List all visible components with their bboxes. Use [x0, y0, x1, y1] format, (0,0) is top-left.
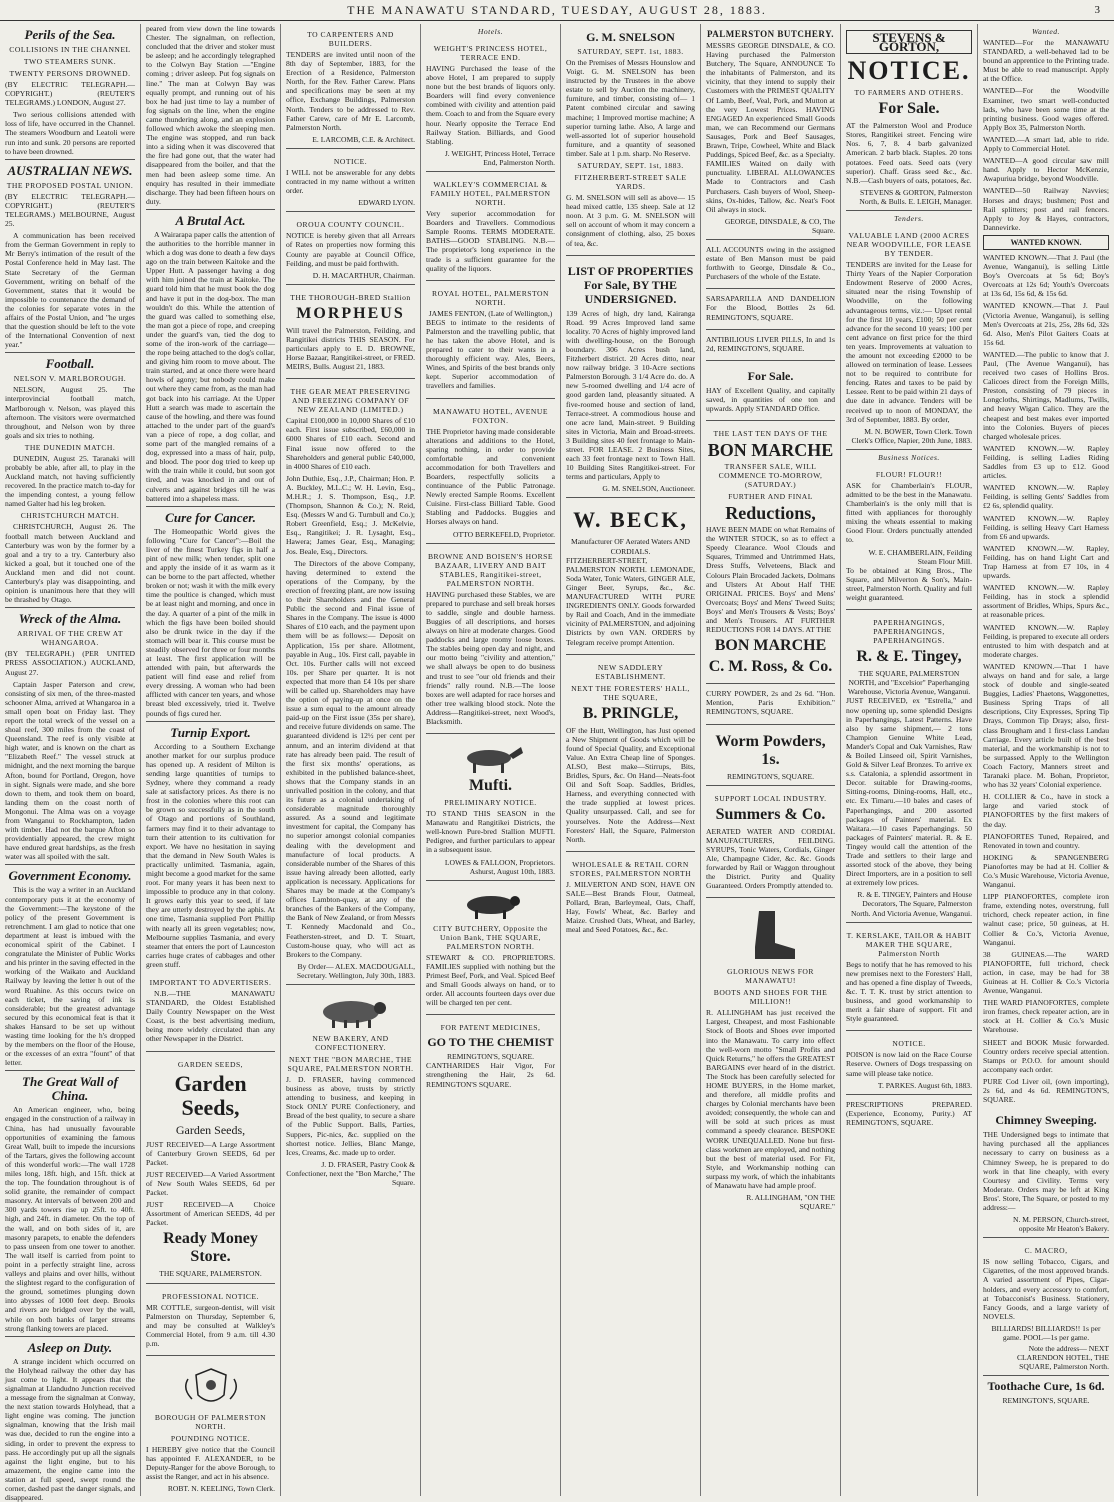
princess-hotel-body: HAVING Purchased the lease of the above Hotel, I am prepared to supply none but the best brands of liquors only. Boarders will find every convenience combined with civility and attention paid them. Coach to and from the Square every hour. Nearly opposite the Terrace End Railway Station. Billiards, and Good Stabling. [426, 64, 555, 146]
lyon-notice-title: NOTICE. [333, 156, 368, 166]
princess-hotel-title: WEIGHT'S PRINCESS HOTEL, TERRACE END. [433, 44, 548, 62]
page-number: 3 [1094, 4, 1100, 16]
manawatu-hotel-title: MANAWATU HOTEL, AVENUE FOXTON. [432, 406, 549, 425]
poison-body: POISON is now laid on the Race Course Reserve. Owners of Dogs trespassing on same will please take notice. [846, 1050, 972, 1078]
wanted-known-item: SHEET and BOOK Music forwarded. Country orders receive special attention. Stamps or P.O.O. for amount should accompany each order. [983, 1037, 1109, 1074]
column-3 [280, 24, 420, 1496]
mufti-ad [426, 736, 555, 881]
summers-body: AERATED WATER AND CORDIAL MANUFACTURERS, FEILDING. SYRUPS, Tonic Waters, Cordials, Ginger Ale, Champagne Cider, &c. &c. Goods forwarded by Rail or Waggon throughout the District. Purity and Quality Guaranteed. Orders Promptly attended to. [706, 826, 835, 891]
coat-of-arms-icon [176, 1365, 246, 1409]
cancer-body: The Homeopathic World gives the following "Cure for Cancer":—Boil the liver of the finest Turkey figs in half a pint of new milk; when tender, split one and apply the inside of it as warm as it can be borne to the part affected, whether broken or not; wash it with the milk every time the poultice is changed, which must be at least night and morning, and once in the day. A quarter of a pint of the milk in which the figs have been boiled should also be drunk twice in the day if the stomach will bear it. This course must be steadily observed for three or four months at least. The first application will be attended with pain, but afterwards the patient will find ease and relief from every dressing. A woman who had been afflicted with cancer ten years, and whose breast bled excessively, tried it. Twelve pounds of figs cured her. [146, 526, 275, 718]
bon-marche-subtitle-2: FURTHER AND FINAL [728, 492, 813, 502]
hay-body: HAY of Excellent Quality, and capitally saved, in quantities of one ton and upwards. Apply STANDARD Office. [706, 385, 835, 413]
boot-illustration-icon [741, 907, 801, 963]
ready-money-store-title: Ready Money Store. [163, 1230, 258, 1266]
alma-credit: (BY TELEGRAPH.) (PER UNITED PRESS ASSOCIATION.) AUCKLAND, August 27. [5, 649, 135, 677]
tenders-label: Tenders. [894, 214, 924, 224]
city-butchery-ad [426, 883, 555, 1016]
poison-notice [846, 1033, 972, 1094]
snelson-body: On the Premises of Messrs Hounslow and Voigt. G. M. SNELSON has been instructed by the Trustees in the above estate to sell by Auction the machinery, furniture, and timber, consisting of— 1 Patent combined circular and sawing machine; 1 Improved mortise machine; A superior turning lathe. Also, A large and well-assorted lot of superior household furniture, and a quantity of seasoned timber. Sale at 1 p.m. sharp. No Reserve. [566, 58, 695, 158]
brutal-act-body: A Wairarapa paper calls the attention of the authorities to the horrible manner in which a dog was done to death a few days ago on the train between Kaitoke and the Upper Hutt. A passenger having a dog with him joined the train at Kaitoke. The guard told him that he must book the dog and have it put in the dog-box. The man wouldn't do this. While the attention of the guard was called to something else, the man got a piece of rope, and creeping under the guard's van, tied the dog to some of the iron-work of the carriage—the rope being attached to the dog's collar, and giving him room to move about. The train started, and at once there were heard howls of agony; but nobody could make out where they came from, as the man had got back into his carriage. At the Upper Hutt a search was made to ascertain the cause of the howling, and there was found attached to the under part of the guard's van a piece of rope, a dog collar, and some part of the mangled remains of a dog, expressed into a mass of hair, pulp, and blood. The poor dog tried to keep up with the train while it could, but soon got tired, and was knocked in and out of culverts and against bridges till he was battered into a shapeless mass. [146, 229, 275, 503]
wanted-known-item: WANTED KNOWN.—W. Rapley Feilding, is selling Heavy Cart Harness from £6 and upwards. [983, 513, 1109, 541]
city-butchery-body: STEWART & CO. PROPRIETORS. FAMILIES supplied with nothing but the Primest Beef, Pork, and Veal. Spiced Beef and Small Goods always on hand, or to order. All accounts fourteen days over due will be charged ten per cent. [426, 952, 555, 1008]
prescriptions-ad [846, 1097, 972, 1134]
column-1 [0, 24, 140, 1502]
walkley-hotel-ad [426, 174, 555, 281]
corn-stores-ad [566, 854, 695, 942]
perils-subhead-3: TWENTY PERSONS DROWNED. [9, 69, 131, 78]
garden-seeds-item-3: JUST RECEIVED—A Choice Assortment of American SEEDS, 4d per Packet. [146, 1200, 275, 1228]
column-7 [840, 24, 977, 1496]
column-2 [140, 24, 280, 1496]
snelson-body-2: G. M. SNELSON will sell as above— 15 head mixed cattle, 135 sheep. Sale at 12 noon. At 3 p.m. G. M. SNELSON will sell on account of whom it may concern a consignment of clothing, also, 25 boxes of tea, &c. [566, 193, 695, 248]
paperhangings-title: PAPERHANGINGS, PAPERHANGINGS, PAPERHANGINGS. [873, 618, 945, 646]
wanted-item: WANTED—For the Woodville Examiner, two smart well-conducted lads, who have been some time at the printing business. Good wages offered. Apply Box 35, Palmerston North. [983, 86, 1109, 132]
wanted-known-item: WANTED KNOWN.—W. Rapley Feilding, is selling Ladies Riding Saddles from £3 up to £12. Good articles. [983, 443, 1109, 481]
wanted-known-item: WANTED.—The public to know that J. Paul, (The Avenue Wanganui), has received two cases of Hollins Bros. Calicoes direct from the Foreign Mills, Preston, consisting of 79 pieces in Longcloths, Shirtings, Madlums, Twills, and heavy Wigan Calico. They are the cheapest and best makes ever imported into the Colonies. Buyers of pieces charged wholesale prices. [983, 349, 1109, 441]
corn-stores-title: WHOLESALE & RETAIL CORN STORES, PALMERSTON NORTH [569, 859, 692, 878]
tingey-body: JUST RECEIVED, ex "Estrella," and now opening up, some splendid Designs in Paperhangings, Latest Patterns. Have also by same shipment,— 2 tons Champion Genuine White Lead, Mander's Copal and Oak Varnishes, Raw & Boiled Linseed oil, Spirit Varnishes, Gold & Silver Leaf Bronzes. To arrive ex s.s. Catalonia, a splendid assortment in Decor. suitable for Drawing-rooms, Sitting-rooms, Dining-rooms, Hall, etc., etc. Ex Timaru.—10 bales and cases of Paperhangings, and 200 assorted packages of Painters' material. Ex Waitara.—10 cases Paperhangings. 50 packages of Painters' material. R. & E. Tingey would call the attention of the Trade and settlers to their large and assorted stock of the above, they being Direct Importers, are in a position to sell at extremely low prices. [846, 696, 972, 888]
macro-title: C. MACRO, [1024, 1246, 1068, 1256]
divider [146, 721, 275, 722]
flour-signature: W. E. CHAMBERLAIN, Feilding Steam Flour Mill. [868, 547, 972, 566]
manawatu-hotel-body: THE Proprietor having made considerable alterations and additions to the Hotel, sparing nothing, in order to provide comfortable and convenient accommodation for both Travellers and Boarders, respectfully solicits a continuance of the Public Patronage. Newly erected Sample Rooms. Excellent Cuisine. First-class Billiard Table. Good Stabling and Paddocks. Buggies and Horses always on hand. [426, 426, 555, 527]
garden-seeds-ad [146, 1054, 275, 1284]
patent-medicines-label: FOR PATENT MEDICINES, [440, 1023, 541, 1033]
australian-news-credit: (BY ELECTRIC TELEGRAPH.—COPYRIGHT.) (REUTER'S TELEGRAMS.) MELBOURNE, August 25. [5, 191, 135, 229]
snelson-subtitle-2: FITZHERBERT-STREET SALE YARDS. [574, 173, 687, 192]
stevens-gorton-title: STEVENS & GORTON, [846, 30, 972, 54]
notice-title: NOTICE. [847, 56, 971, 86]
stevens-gorton-ad [846, 24, 972, 211]
palmerston-butchery-ad [706, 24, 835, 240]
mufti-subtitle: PRELIMINARY NOTICE. [444, 798, 537, 808]
sarsaparilla-body: SARSAPARILLA AND DANDELION For the Blood, Bottles 2s 6d. REMINGTON'S, SQUARE. [706, 294, 835, 322]
stallion-label: THE THOROUGH-BRED Stallion [290, 292, 411, 302]
worm-powders-address: REMINGTON'S, SQUARE. [726, 771, 815, 781]
ross-title: C. M. Ross, & Co. [708, 658, 833, 676]
snelson-auction-ad [566, 24, 695, 256]
palmerston-butchery-signature: GEORGE, DINSDALE, & CO, The Square. [724, 216, 835, 235]
football-subhead-3: CHRISTCHURCH MATCH. [20, 511, 120, 521]
macro-body: IS now selling Tobacco, Cigars, and Cigarettes, of the most approved brands. A varied assortment of Pipes, Cigar-holders, and every accessory to comfort, at Tobacconist's Business. Stationery, Fancy Goods, and a large variety of NOVELS. [983, 1257, 1109, 1321]
divider [5, 1336, 135, 1337]
lyon-notice-signature: EDWARD LYON. [358, 198, 415, 208]
lyon-notice [286, 151, 415, 212]
notice-subtitle: TO FARMERS AND OTHERS. [854, 88, 964, 98]
properties-title: LIST OF PROPERTIES For Sale, BY THE UNDERSIGNED. [567, 263, 694, 306]
mufti-signature: LOWES & FALLOON, Proprietors. Ashurst, August 10th, 1883. [444, 857, 555, 876]
royal-hotel-proprietor: JAMES FENTON, (Late of Wellington,) [428, 308, 553, 318]
woodville-tender-title: VALUABLE LAND (2000 ACRES NEAR WOODVILLE, FOR LEASE BY TENDER. [846, 231, 972, 259]
wanted-known-label: WANTED KNOWN. [983, 235, 1109, 250]
asleep-continued: peared from view down the line towards Chester. The signalman, on reflection, concluded that the driver and stoker must be asleep; and he accordingly telegraphed to the Colwyn Bay Station —"Engine coming ; driver asleep. Put fog signals on line." The man at Colwyn Bay was equally prompt, and running out of his box he had just time to lay a number of fog signals on the line, when the engine came thundering along, and an explosion followed which awoke the sleeping men. The engine was stopped, and run back into a siding when it was discovered that the fire had gone out, that the water had disappeared from the boiler, and that the men had been asleep some time. An enquiry has resulted in their immediate discharge. They had been fifteen hours on duty. [146, 24, 275, 206]
great-wall-headline: The Great Wall of China. [22, 1074, 118, 1104]
bon-marche-body: HAVE BEEN MADE on what Remains of the WINTER STOCK, so as to effect a Speedy Clearance. Wool Clouds and Squares, Trimmed and Untrimmed Hats, Dress Stuffs, Velveteens, Black and Colours Plain Brocaded Jackets, Dolmans and Ulsters At About Half THE ORIGINAL PRICES. Boys' and Mens' Overcoats; Boys' and Mens' Tweed Suits; Boys' and Men's Trousers & Vests; Boys' and Men's Trousers. AT FURTHER REDUCTIONS FOR 14 DAYS. AT THE [706, 525, 835, 635]
turnip-body: According to a Southern Exchange another market for our surplus produce has opened up. A resident of Milton is sending large quantities of turnips to Sydney, where they command a ready sale at satisfactory prices. As there is no frost in the colonies where this root can be grown so successfully as in the south of Otago and portions of Southland, farmers may find it to their advantage to turn their attention to its cultivation for export. We have no hesitation in saying that the demand in New South Wales is practically unlimited. Tasmania, again, might become a good market for the same root. For many years it has been next to impossible to produce any in that colony. It grows early this year to seed, if late they are utterly destroyed by the aphis. At one time, Tasmania supplied Port Phillip with nearly all its green vegetables; now, Melbourne supplies Tasmania, and every steamer that enters the port of Launceston carries huge crates of cabbages and other green stuff. [146, 741, 275, 969]
toothache-ad [983, 1379, 1109, 1405]
wanted-item: WANTED—A good circular saw mill hand. Apply to Hector McKenzie, Awapuriua bridge, beyond Woodville. [983, 156, 1109, 184]
football-body-2: DUNEDIN, August 25. Taranaki will probably be able, after all, to play in the Auckland match, not having sufficiently recovered. In the practice match to-day for the impending contest, a young fellow named Galter had his leg broken. [5, 453, 135, 509]
properties-signature: G. M. SNELSON, Auctioneer. [602, 484, 695, 494]
horse-bazaar-ad [426, 546, 555, 734]
billiards-line: BILLIARDS! BILLIARDS!! 1s per game. POOL—1s per game. [991, 1323, 1101, 1342]
bon-marche-reductions: Reductions, [725, 503, 816, 524]
walkley-hotel-title: WALKLEY'S COMMERCIAL & FAMILY HOTEL, PALMERSTON NORTH. [430, 180, 551, 208]
beck-ad [566, 500, 695, 654]
advertisers-notice [146, 972, 275, 1052]
meat-company-ad [286, 381, 415, 985]
meat-company-capital: Capital £100,000 in 10,000 Shares of £10 each. First issue subscribed, £60,000 in 6000 Shares of £10 each. Second and Final issue now offered to the Shareholders and general public £40,000, in 4000 Shares of £10 each. [286, 416, 415, 471]
builders-body: TENDERS are invited until noon of the 8th day of September, 1883, for the Erection of a Residence, Palmerston North, for the Rev. Father Carew. Plans and specifications may be seen at my office, Exchange Buildings, Palmerston North. Tenders to be addressed to Rev. Father Carew, care of Mr E. Larcomb, Palmerston North. [286, 50, 415, 132]
royal-hotel-title: ROYAL HOTEL, PALMERSTON NORTH. [432, 288, 549, 307]
walkley-hotel-body: Very superior accommodation for Boarders and Travellers. Commodious Sample Rooms. TERMS MODERATE. BATHS—GOOD STABLING. N.B.—The proprietor's long experience in the trade is a sufficient guarantee for the quality of the liquors. [426, 209, 555, 273]
boots-body: R. ALLINGHAM has just received the Largest, Cheapest, and most Fashionable Stock of Boots and Shoes ever imported into the Manawatu. To carry into effect the well-worn motto "Small Profits and Quick Returns," he offers the GREATEST BARGAINS ever heard of in the district. The Stock has been carefully selected for HOME BUYERS, in the Home market, and therefore, all middle profits and charges by Colonial merchants have been avoided; consequently, the whole can and will be sold at such prices as must command a speedy clearance. BESPOKE WORK UNEQUALLED. None but first-class workmen are employed, and nothing but the best of material used. For Fit, Style, and Workmanship nothing can surpass my work, of which the inhabitants of Manawatu have had ample proof. [706, 1008, 835, 1191]
flour-ad [846, 464, 972, 610]
wanted-known-item: WANTED KNOWN.—W. Rapley Feilding, is selling Gents' Saddles from £2 6s, splendid quality. [983, 483, 1109, 511]
bakery-signature: J. D. FRASER, Pastry Cook & Confectioner, next the "Bon Marche," The Square. [286, 1159, 415, 1187]
oroua-signature: D. H. MACARTHUR, Chairman. [312, 270, 415, 280]
perils-subhead: COLLISIONS IN THE CHANNEL [9, 45, 131, 54]
wanted-known-item: THE WARD PIANOFORTES, complete iron frames, check repeater action, are in stock at H. Collier & Co.'s Music Warehouse. [983, 998, 1109, 1035]
stallion-ad [286, 287, 415, 379]
builders-title: TO CARPENTERS AND BUILDERS. [307, 30, 394, 48]
snelson-date-2: SATURDAY, SEPT. 1st, 1883. [577, 161, 684, 171]
divider [5, 1070, 135, 1071]
for-sale-signature: STEVENS & GORTON, Palmerston North, & Bulls. E. LEIGH, Manager. [859, 187, 972, 206]
builders-ad [286, 24, 415, 149]
brutal-act-headline: A Brutal Act. [175, 212, 246, 228]
newspaper-title: THE MANAWATU STANDARD, TUESDAY, AUGUST 28, 1883. [347, 3, 767, 17]
wanted-known-item: H. COLLIER & Co., have in stock a large and varied stock of PIANOFORTES by the first makers of the day. [983, 792, 1109, 829]
curry-powder-ad [706, 686, 835, 724]
bull-illustration-icon [451, 890, 531, 920]
borough-subtitle: POUNDING NOTICE. [170, 1433, 251, 1443]
boots-ad [706, 900, 835, 1215]
chimney-sweeping-title: Chimney Sweeping. [995, 1113, 1097, 1128]
worm-powders-title: Worm Powders, 1s. [715, 732, 826, 768]
liver-pills-body: ANTIBILIOUS LIVER PILLS, In and 1s 2d, REMINGTON'S, SQUARE. [706, 334, 835, 353]
bon-marche-title-2: BON MARCHE [714, 637, 827, 655]
wanted-known-item: WANTED KNOWN.—W. Rapley Feilding, is prepared to execute all orders entrusted to him with despatch and at moderate charges. [983, 622, 1109, 659]
curry-powder-body: CURRY POWDER, 2s and 2s 6d. "Hon. Mention, Paris Exhibition." REMINGTON'S, SQUARE. [706, 689, 835, 717]
divider [5, 352, 135, 353]
wanted-known-item: WANTED KNOWN.—That J. Paul (the Avenue, Wanganui), is selling Little Boy's Overcoats at 5s 6d; Boy's Overcoats at 12s 6d; Youth's Overcoats at 13s 6d, 15s 6d, & 15s 6d. [983, 252, 1109, 299]
tailor-title: T. KERSLAKE, TAILOR & HABIT MAKER THE SQUARE, Palmerston North [846, 930, 972, 958]
worm-powders-ad [706, 727, 835, 786]
divider [5, 159, 135, 160]
borough-notice [146, 1358, 275, 1497]
sarsaparilla-ad [706, 291, 835, 329]
professional-notice [146, 1286, 275, 1356]
column-6 [700, 24, 840, 1496]
divider [5, 864, 135, 865]
meat-company-title: THE GEAR MEAT PRESERVING AND FREEZING COMPANY OF NEW ZEALAND (LIMITED.) [290, 387, 411, 415]
bon-marche-title: BON MARCHE [707, 440, 834, 461]
builders-signature: E. LARCOMB, C.E. & Architect. [312, 134, 415, 144]
borough-signature: ROBT. N. KEELING, Town Clerk. [167, 1484, 275, 1494]
football-subhead: NELSON V. MARLBOROUGH. [13, 374, 127, 384]
toothache-title: Toothache Cure, 1s 6d. [987, 1379, 1105, 1394]
perils-headline: Perils of the Sea. [24, 27, 116, 42]
garden-seeds-item-1: JUST RECEIVED—A Large Assortment of Canterbury Grown SEEDS, 6d per Packet. [146, 1139, 275, 1167]
hay-ad [706, 363, 835, 421]
tailor-body: Begs to notify that he has removed to his new premises next to the Foresters' Hall, and has opened a fine display of Tweeds, &c. T. T. K. trust by strict attention to business, and good workmanship to merit a fair share of support. Fit and Style guaranteed. [846, 959, 972, 1024]
advertisers-notice-title: IMPORTANT TO ADVERTISERS. [149, 978, 272, 987]
snelson-date: SATURDAY, SEPT. 1st, 1883. [577, 47, 684, 56]
stallion-body: Will travel the Palmerston, Feilding, and Rangitikei districts THIS SEASON. For particulars apply to E. D. BROWNE, Horse Bazaar, Rangitikei-street, or FRED. MEIRS, Bulls. August 21, 1883. [286, 325, 415, 372]
horse-illustration-icon [451, 743, 531, 773]
summers-label: SUPPORT LOCAL INDUSTRY. [714, 793, 827, 803]
government-headline: Government Economy. [8, 868, 132, 884]
mufti-body: TO STAND THIS SEASON in the Manawatu and Rangitikei Districts, the well-known Pure-bred Stallion MUFTI. Pedigree, and further particulars to appear in a subsequent issue. [426, 809, 555, 855]
lyon-notice-body: I WILL not be answerable for any debts contracted in my name without a written order. [286, 167, 415, 196]
saddlery-ad [566, 657, 695, 852]
wanted-item: WANTED—For the MANAWATU STANDARD, a well-behaved lad to be bound an apprentice to the Printing trade. Must be able to read manuscript. Apply at the Office. [983, 38, 1109, 84]
horse-bazaar-body: HAVING purchased these Stables, we are prepared to purchase and sell break horses to saddle, single and double harness. Buggies of all descriptions, and horses always on hire at moderate charges. Good paddocks and large roomy loose boxes. The stables being open day and night, and our motto being "civility and attention," we shall always be open to do business and trust to see "our old friends and their friends" rally round. N.B.—The loose boxes are well adapted for race horses and other tree walking blood stock. Note the Address—Rangitikei-street, next Wood's, Blacksmith. [426, 589, 555, 726]
meat-company-directors: John Duthie, Esq., J.P., Chairman; Hon. P. A. Buckley, M.L.C.; W. H. Levin, Esq., M.H.R.; J. S. Thompson, Esq., J.P. (Thompson, Shannon & Co.); N. Reid, Esq. (Messrs W and G. Turnbull and Co.); Robert Greenfield, Esq.; J. McKelvie, Esq., Rangitikei; J. R. Lysaght, Esq., Hawera; James Gear, Esq., Managing; Jos. Beale, Esq., Directors. [286, 473, 415, 556]
woodville-tender-ad [846, 225, 972, 450]
patent-medicines-title: GO TO THE CHEMIST [427, 1035, 554, 1050]
boots-signature: R. ALLINGHAM, "ON THE SQUARE." [746, 1193, 835, 1212]
for-sale-title: For Sale. [878, 100, 940, 118]
accounts-notice [706, 242, 835, 289]
garden-seeds-item-2: JUST RECEIVED—A Varied Assortment of New South Wales SEEDS, 6d per Packet. [146, 1169, 275, 1198]
perils-credit: (BY ELECTRIC TELEGRAPH.—COPYRIGHT.) (REUTER'S TELEGRAMS.) LONDON, August 27. [5, 80, 135, 108]
chimney-sweeping-ad [983, 1107, 1109, 1238]
snelson-title: G. M. SNELSON [586, 30, 675, 44]
palmerston-butchery-body: MESSRS GEORGE DINSDALE, & CO. Having purchased the Palmerston Butchery, The Square, ANNOUNCE To the inhabitants of Palmerston, and its vicinity, that they intend to supply their Customers with the PRIMEST QUALITY Of Lamb, Beef, Veal, Pork, and Mutton at the very Lowest Prices. HAVING ENGAGED An experienced Small Goods man, we can Recommend our Germans Sausages, Pork and Beef Sausages, Brawn, Tripe, Cowheel, White and Black Puddings, Spiced Beef, &c. as a Specialty. FAMILIES Waited on daily with punctuality. LIBERAL ALLOWANCES Made to Contractors and Cash Purchasers. Cash buyers of Wool, Sheep-skins, Ox-hides, Tallow, &c. Neat's Foot Oil always in stock. [706, 41, 835, 214]
wanted-label: Wanted. [1032, 27, 1060, 36]
macro-signature: Note the address— NEXT CLARENDON HOTEL, THE SQUARE, Palmerston North. [1016, 1344, 1109, 1372]
divider [146, 209, 275, 210]
australian-news-subhead: THE PROPOSED POSTAL UNION. [6, 180, 134, 190]
beck-title: W. BECK, [573, 507, 688, 533]
tingey-address: THE SQUARE, PALMERSTON NORTH, and "Excelsior" Paperhanging Warehouse, Victoria Avenue, Wanganui. [847, 669, 971, 697]
flour-body-2: To be obtained at King Bros., The Square, and Milverton & Son's, Main-street, Palmerston North. Quality and full weight guaranteed. [846, 565, 972, 603]
toothache-address: REMINGTON'S, SQUARE. [1002, 1396, 1090, 1406]
borough-body: I HEREBY give notice that the Council has appointed F. ALEXANDER, to be Deputy-Ranger for the above Borough, to assist the Ranger, and act in his absence. [146, 1444, 275, 1482]
woodville-tender-body: TENDERS are invited for the Lease for Thirty Years of the Napier Corporation Endowment Reserve of 2000 Acres, situated near the rising Township of Woodville, on the following advantageous terms, viz.:— Upset rental for the first 10 years, £100; 50 per cent advance for the second 10 years; 100 per cent advance on first price for the third ten years. Improvements at valuation to the amount not exceeding £2000 to be allowed on termination of lease. Lessees not to be required to contribute for fencing. Rates and taxes to be paid by Lessee. Rent to be paid within 21 days of due date in advance. Tenders will be received up to noon of MONDAY, the 3rd of September, 1883. By order, [846, 260, 972, 424]
great-wall-body: An American engineer, who, being engaged in the construction of a railway in China, has had unusually favourable opportunities of examining the famous Great Wall, built to impede the incursions of the Tartars, gives the following account of this wonderful work:—The wall 1728 miles long, 18ft. high, and 15ft. thick at the top. The foundation throughout is of solid granite, the remainder of compact masonry. At intervals of between 200 and 300 yards towers rise up 25ft. to 40ft. high, and 24ft. in diameter. On the top of the wall, and on both sides of it, are masonry parapets, to enable the defenders to pass unseen from one tower to another. The wall itself is carried from point to point in a perfectly straight line, across valleys and plains and over hills, without the slightest regard to the configuration of the ground, sometimes plunging down into abysses of 1000 feet deep. Brooks and rivers are bridged over by the wall, while on both banks of larger streams strong flanking towers are placed. [5, 1105, 135, 1333]
royal-hotel-body: BEGS to intimate to the residents of Palmerston and the travelling public, that he has taken the above Hotel, and is prepared to cater to their wants in a thoroughly efficient way. Ales, Beers, Wines, and Spirits of the best brands only kept. Superior accommodation of travellers and families. [426, 317, 555, 391]
bakery-ad [286, 987, 415, 1191]
properties-body: 139 Acres of high, dry land, Kairanga Road. 99 Acres Improved land same locality. 70 Acres of highly improved land with dwelling-house, on the Borough boundary. 306 Acres bush land, Fitzherbert district. 20 Acres ditto, near now railway bridge. 3 10-Acre sections Palmerston Borough. 3 1/4 Acre do. do. A new 5-roomed dwelling and 1/4 acre of good garden land, pleasantly situated. A five-roomed house and section of land, Terrace-street. A commodious house and one acre land, Main-street. 9 Building sites in Victoria, Main and Broad-streets. 3 Building sites 40 feet frontage to Main-street. FOR LEASE. 2 Business Sites, each 33 feet frontage next to Town Hall. 10 Building Sites Rangitikei-street. For terms and particulars, Apply to [566, 308, 695, 482]
garden-seeds-subtitle: Garden Seeds, [175, 1122, 246, 1137]
princess-hotel-ad [426, 38, 555, 172]
poison-title: NOTICE. [892, 1039, 926, 1049]
wanted-known-item: LIPP PIANOFORTES, complete iron frame, extending notes, overstrung, full trichord, check repeater action, in fine walnut case; price, 50 guineas, at H. Collier & Co.'s, Victoria Avenue, Wanganui. [983, 892, 1109, 947]
accounts-notice-body: ALL ACCOUNTS owing in the assigned estate of Ben Manson must be paid forthwith to George, Dinsdale & Co., Purchasers of the whole of the Estate. [706, 244, 835, 282]
bon-marche-ad [706, 423, 835, 684]
tailor-ad [846, 925, 972, 1032]
flour-title: FLOUR! FLOUR!! [875, 469, 943, 479]
bakery-subtitle: NEXT THE "BON MARCHE, THE SQUARE, PALMERSTON NORTH. [287, 1054, 414, 1073]
palmerston-butchery-title: PALMERSTON BUTCHERY. [706, 29, 835, 39]
wanted-known-item: WANTED KNOWN.—W. Rapley, Feilding, has on hand Light Cart and Trap Harness at from £7 10s, in 4 upwards. [983, 543, 1109, 581]
chimney-sweeping-signature: N. M. PERSON, Church-street, opposite Mr Heaton's Bakery. [1013, 1215, 1109, 1234]
professional-notice-title: PROFESSIONAL NOTICE. [161, 1291, 260, 1301]
saddlery-subtitle: NEXT THE FORESTERS' HALL, THE SQUARE, [571, 683, 690, 702]
oroua-body: NOTICE is hereby given that all Arrears of Rates on properties now forming this County are payable at Council Office, Feilding, and must be paid forthwith. [286, 231, 415, 268]
garden-seeds-title: Garden Seeds, [174, 1070, 247, 1120]
wanted-known-item: HOKING & SPANGENBERG Pianofortes may be had at H. Collier & Co.'s Music Warehouse, Victoria Avenue, Wanganui. [983, 852, 1109, 890]
city-butchery-title: CITY BUTCHERY, Opposite the Union Bank, THE SQUARE, PALMERSTON NORTH. [433, 923, 548, 951]
chimney-sweeping-body: THE Undersigned begs to intimate that having purchased all the appliances necessary to carry on business as a Chimney Sweep, he is prepared to do work in that line cheaply, with every Courtesy and Civility. Terms very Moderate. Orders may be left at King Bros'. Store, The Square, or posted to my address:— [983, 1130, 1109, 1212]
saddlery-body: OF the Hutt, Wellington, has Just opened a New Shipment of Goods which will be found of Special Quality, and Exceptional Value. An Extra Cheap line of Sponges. ALSO, Best make—Stirrups, Bits, Bridles, Spurs, &c. On Hand—Neats-foot Oil and Soft Soap. Saddles, Bridles, Harness, and everything connected with the trade supplied at lowest prices. Quality unsurpassed. Call, and see for yourselves. Note the Address—Next Foresters' Hall, the Square, Palmerston North. [566, 725, 695, 844]
woodville-tender-signature: M. N. BOWER, Town Clerk. Town Clerk's Office, Napier, 20th June, 1883. [851, 426, 972, 445]
wanted-known-item: WANTED KNOWN.—That I have always on hand and for sale, a large stock of double and single-seated Buggies, Ladies' Phaetons, Waggonettes, Business Spring Traps of all descriptions, City Expresses, Spring Tip Drays, Common Tip Drays; also, first-class Brougham and 1 first-class Landau Carriage. Every article built of the best material, and the workmanship is not to be surpassed. Apply to the Wellington Coach Factory, Manners street and Taranaki place. M. Bohan, Proprietor, who has 32 years' Colonial experience. [983, 661, 1109, 790]
sheep-illustration-icon [306, 994, 396, 1030]
poison-signature: T. PARKES. August 6th, 1883. [877, 1080, 972, 1090]
hay-title: For Sale. [747, 368, 794, 383]
tingey-signature: R. & E. TINGEY, Painters and House Decorators, The Square, Palmerston North. And Victoria Avenue, Wanganui. [850, 890, 972, 918]
divider [5, 607, 135, 608]
football-body-3: CHRISTCHURCH, August 26. The football match between Auckland and Canterbury was won by the former by a goal and a try to a try. Canterbury also kicked a goal, but it touched one of the Auckland men and did not count. Canterbury's play was disappointing, and opinion is unanimous here that they will be thrashed by Otago. [5, 522, 135, 605]
patent-medicines-body: CANTHARIDES Hair Vigor, For strengthening the Hair, 2s 6d. REMINGTON'S SQUARE. [426, 1061, 555, 1089]
perils-body: Two serious collisions attended with loss of life, have occurred in the Channel. The steamers Woodburn and Leatoli were run into and sunk. 20 persons are reported to have been drowned. [5, 110, 135, 156]
turnip-headline: Turnip Export. [170, 724, 251, 740]
business-notices-label: Business Notices. [878, 452, 940, 462]
bakery-body: J. D. FRASER, having commenced business as above, trusts by strictly attending to business, and keeping in Stock ONLY PURE Confectionery, and Bread of the best quality, to secure a share of the Public Support. Balls, Parties, Suppers, Pic-nics, &c. supplied on the shortest notice. Jellies, Blanc Mange, Ices, Creams, &c. made up to order. [286, 1074, 415, 1157]
cancer-headline: Cure for Cancer. [165, 509, 256, 525]
wanted-known-item: PIANOFORTES Tuned, Repaired, and Renovated in town and country. [983, 831, 1109, 850]
boots-title: GLORIOUS NEWS FOR MANAWATU! [727, 967, 814, 986]
ready-money-store-address: THE SQUARE, PALMERSTON. [159, 1269, 262, 1279]
wanted-item: WANTED—50 Railway Navvies; Horses and drays; bushmen; Post and Rail splitters; post and rail fencers. Apply to Joy & Hayes, contractors, Dannevirke. [983, 186, 1109, 232]
hotels-label: Hotels. [477, 27, 504, 36]
royal-hotel-ad [426, 283, 555, 399]
saddlery-title: NEW SADDLERY ESTABLISHMENT. [595, 662, 666, 681]
properties-ad [566, 258, 695, 499]
australian-news-headline: AUSTRALIAN NEWS. [7, 162, 133, 178]
bakery-title: NEW BAKERY, AND CONFECTIONERY. [312, 1033, 389, 1052]
divider [146, 506, 275, 507]
manawatu-hotel-ad [426, 401, 555, 544]
patent-medicines-ad [426, 1017, 555, 1095]
wanted-known-item: 38 GUINEAS.—The WARD PIANOFORTE, full trichord, check action, in case, may be had for 38 Guineas at H. Collier & Co.'s Victoria Avenue, Wanganui. [983, 949, 1109, 996]
alma-body: Captain Jasper Paterson and crew, consisting of six men, of the three-masted schooner Alma, arrived at Whangaroa in a small open boat on Friday last. They report the total wreck of the vessel on a shoal reef, 300 miles from the coast of Queensland. The reef is only visible at high water, and is known on the chart as "Elizabeth Reef." The vessel struck at midnight, and the next morning the barque Afton, bound for Portland, Oregon, hove in sight. Signals were made, and she bore down to them, and took them on board, landing them on the coast north of Mongonui. The Alma was on a voyage from Wanganui to Rockhampton, laden with timber. Had not the barque Afton so providentially appeared, the crew might have endured great hardships, as the fresh water was all spoiled with the salt. [5, 679, 135, 862]
alma-headline: Wreck of the Alma. [18, 611, 122, 627]
oroua-title: OROUA COUNTY COUNCIL. [296, 220, 405, 230]
meat-company-signature: By Order— ALEX. MACDOUGALL, Secretary. Wellington, July 30th, 1883. [296, 961, 415, 980]
liver-pills-ad [706, 332, 835, 361]
flour-body: ASK for Chamberlain's FLOUR, admitted to be the best in the Manawatu. Chamberlain's is the only mill that is fitted with appliances for thoroughly mixing the wheats essential to making Good Flour. Orders punctually attended to. [846, 480, 972, 545]
summers-title: Summers & Co. [715, 805, 826, 823]
perils-subhead-2: TWO STEAMERS SUNK. [23, 57, 117, 66]
beck-subtitle: Manufacturer OF Aerated Waters AND CORDIALS. [570, 537, 691, 556]
patent-medicines-address: REMINGTON'S, SQUARE. [446, 1052, 535, 1062]
horse-bazaar-title: BROWNE AND BOISEN'S HORSE BAZAAR, LIVERY AND BAIT STABLES, Rangitikei-street, PALMERSTON NORTH. [427, 551, 554, 588]
alma-subhead: ARRIVAL OF THE CREW AT WHANGAROA. [16, 629, 124, 648]
column-5 [560, 24, 700, 1496]
wanted-known-item: PURE Cod Liver oil, (own importing), 2s 6d, and 4s 6d. REMINGTON'S, SQUARE. [983, 1076, 1109, 1105]
column-8 [977, 24, 1114, 1496]
wanted-known-item: WANTED KNOWN.—W. Rapley Feilding, has in stock a splendid assortment of Bridles, Whips, Spurs &c., at reasonable prices. [983, 583, 1109, 620]
tingey-title: R. & E. Tingey, [856, 648, 962, 666]
tingey-ad [846, 612, 972, 923]
wanted-item: WANTED.—A smart lad, able to ride. Apply to Commercial Hotel. [983, 134, 1109, 154]
football-body: NELSON, August 25. The interprovincial football match, Marlborough v. Nelson, was played this afternoon. The visitors were overmatched throughout, and Nelson won by three goals and six tries to nothing. [5, 385, 135, 440]
for-sale-body: AT the Palmerston Wool and Produce Stores, Rangitikei street. Fencing wire Nos. 6, 7, 8. 4 barb galvanized American. 2 barb black. Staples. 20 tons potatoes. Feed oats. Seed oats (very superior). Chaff. Grass seed &c., &c. N.B.—Cash buyers of oats, potatoes, &c. [846, 121, 972, 185]
macro-ad [983, 1240, 1109, 1376]
prescriptions-body: PRESCRIPTIONS PREPARED. (Experience, Economy, Purity.) AT REMINGTON'S, SQUARE. [846, 1099, 972, 1127]
beck-body: FITZHERBERT-STREET, PALMERSTON NORTH. LEMONADE, Soda Water, Tonic Waters, GINGER ALE, Ginger Beer, Syrups, &c., &c. MANUFACTURED WITH PURE INGREDIENTS ONLY. Goods forwarded by Rail and Coach, And in the immediate vicinity of PALMERSTON, and adjoining Districts by own VAN. ORDERS by Telegram receive prompt Attention. [566, 555, 695, 647]
princess-hotel-signature: J. WEIGHT, Princess Hotel, Terrace End, Palmerston North. [444, 148, 555, 167]
stallion-name: MORPHEUS [296, 304, 405, 322]
masthead [0, 0, 1114, 21]
football-subhead-2: THE DUNEDIN MATCH. [24, 442, 116, 452]
bon-marche-subtitle: TRANSFER SALE, WILL COMMENCE TO-MORROW, (SATURDAY.) [718, 462, 823, 490]
australian-news-body: A communication has been received from the German Government in reply to Mr Berry's intimation of the result of the Postal Conference held in May last. The State Secretary of the German Government, writing on behalf of the Government, states that it would be impossible to countenance the demand of the colonies for separate votes in the affairs of the Postal Union, and "he urges that the question should be left to the vote of the International Convention of next year." [5, 231, 135, 350]
boots-subtitle: BOOTS AND SHOES FOR THE MILLION!! [713, 988, 828, 1007]
summers-ad [706, 788, 835, 899]
oroua-notice [286, 214, 415, 284]
meat-company-body: The Directors of the above Company, having determined to extend the operations of the Company, by the erection of freezing plant, are now issuing to their Shareholders and the General Public the second and Final issue of Shares in the Company. The issue is 4000 Shares of £10 each, and the payment upon them will be as follows:— Deposit on Application, 15s per share. Allotment, payable in Aug., 10s. First call, payable in Oct. 10s. Further calls will not exceed 10s. per Share per quarter. It is not expected that more than £4 10s per share will be called up. Shareholders may have the option of paying-up at once on the issue a sum equal to the amount already paid-up on the First issue (35s per share), and receive future dividends on same. The guaranteed dividend is 12½ per cent per annum, and an interim dividend at that rate has already been paid. The result of the first six months' operations, as exhibited in the published balance-sheet, shows that the Company stands in an unrivalled position in the colony, and that its future as a colonial undertaking of considerable magnitude thoroughly assured. As a sound and legitimate investment for capital, the Company has no superior amongst colonial companies dealing with the development and manufacture of local products. A considerable number of the Shares of this issue having already been allotted, early application is necessary. Applications for Shares may be made at the Company's offices Lambton-quay, at any of the branches of the Bankers of the Company, the Bank of New Zealand, or from Messrs T. Kennedy Macdonald and Co., Feathersten-street, and D. T. Stuart, Custom-house quay, who will act as Brokers to the Company. [286, 558, 415, 959]
asleep-headline: Asleep on Duty. [27, 1339, 113, 1355]
mufti-title: Mufti. [468, 777, 513, 795]
garden-seeds-label: GARDEN SEEDS, [177, 1059, 244, 1069]
manawatu-hotel-signature: OTTO BERKEFELD, Proprietor. [453, 529, 555, 539]
saddlery-proprietor: B. PRINGLE, [582, 704, 679, 722]
bon-marche-label: THE LAST TEN DAYS OF THE [713, 429, 828, 439]
wanted-known-item: WANTED KNOWN.—That J. Paul (Victoria Avenue, Wanganui), is selling Men's Overcoats at 21s, 25s, 28s 6d, 32s 6d. Also, Men's Pilot Gaiters Coats at 15s 6d. [983, 301, 1109, 347]
government-body: This is the way a writer in an Auckland contemporary puts it at the economy of the Government:—The keystone of the policy of the present Government is retrenchment. I am glad to notice that one department at least is imbued with the economical spirit of the Cabinet. I congratulate the Minister of Public Works and his printer in the saving effected in the working of the Waikato and Auckland Railway by leaving the letter h out of the word Ruahine. As this occurs twice on each ticket, the saving of ink is considerable; but the greatest advantage secured by this economical feat is that it shakes Hansard to be set up without wasting time looking for the h's dropped by the members on the floor of the House, or the excesses of an extra "fount" of that letter. [5, 885, 135, 1068]
corn-stores-body: J. MILVERTON AND SON, HAVE ON SALE—Best Brands Flour, Oatmeal, Pollard, Bran, Barleymeal, Oats, Chaff, Hay, Fowls' Wheat, &c. Barley and Maize. Crushed Oats, Wheat, and Barley, meal and Seed Potatoes, &c., &c. [566, 879, 695, 935]
column-4 [420, 24, 560, 1496]
professional-notice-body: MR COTTLE, surgeon-dentist, will visit Palmerston on Thursday, September 6, and may be consulted at Walkley's Commercial Hotel, from 9 a.m. till 4.30 p.m. [146, 1302, 275, 1348]
advertisers-notice-body: N.B.—THE MANAWATU STANDARD, the Oldest Established Daily Country Newspaper on the West Coast, is the best advertising medium, being more widely circulated than any other Newspaper in the District. [146, 989, 275, 1044]
asleep-body: A strange incident which occurred on the Holyhead railway the other day has just come to light. It appears that the signalman at Llandudno Junction received a message from the signalman at Conway, the next station towards Holyhead, that a light engine was coming. The junction signalman, knowing that the Irish mail was due, decided to run the engine into a siding, in order to prevent the express to pass. He accordingly put up all the signals against the light engine, but to his amazement, the engine came into the station at full speed, swept round the corner, dashed past the danger signals, and disappeared. [5, 1356, 135, 1502]
borough-title: BOROUGH OF PALMERSTON NORTH. [154, 1412, 267, 1431]
football-headline: Football. [45, 356, 95, 372]
